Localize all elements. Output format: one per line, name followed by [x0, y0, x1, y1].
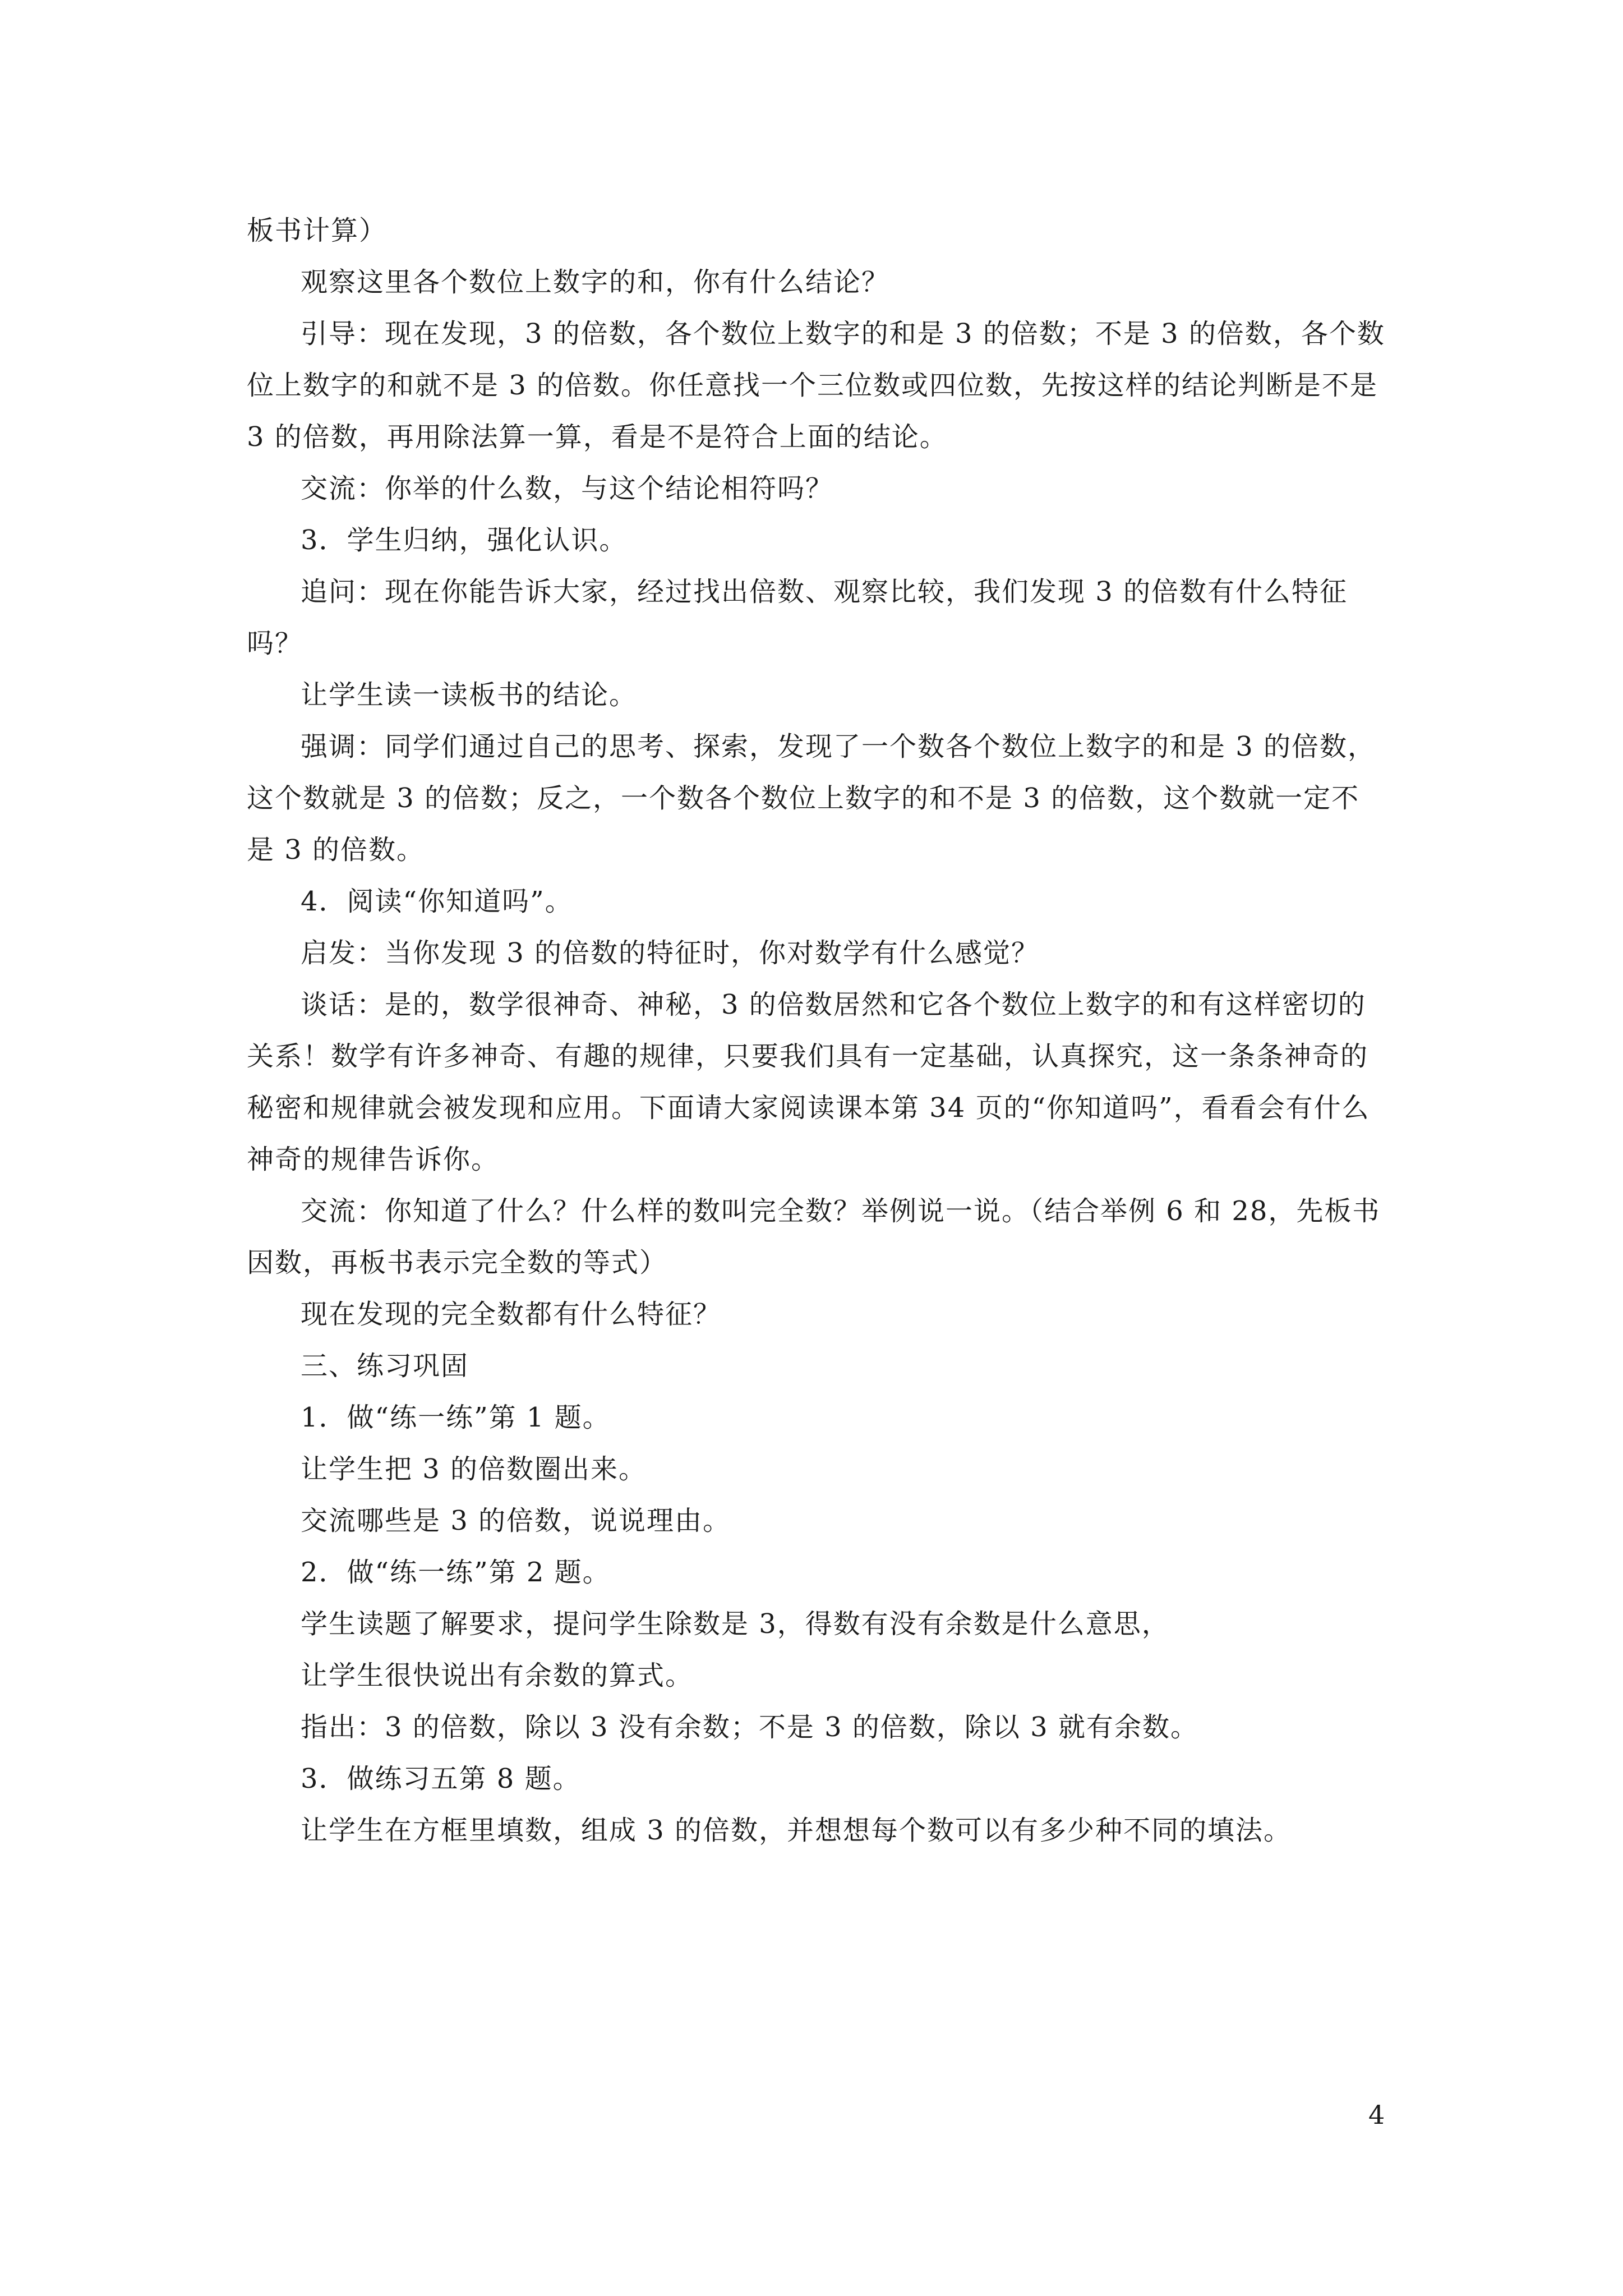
paragraph: 4．阅读“你知道吗”。	[301, 886, 573, 917]
paragraph: 指出：3 的倍数，除以 3 没有余数；不是 3 的倍数，除以 3 就有余数。	[301, 1711, 1198, 1743]
section-heading: 三、练习巩固	[301, 1350, 469, 1382]
paragraph: 3．学生归纳，强化认识。	[301, 524, 628, 556]
paragraph: 谈话：是的，数学很神奇、神秘，3 的倍数居然和它各个数位上数字的和有这样密切的关系！数学有许多神奇、有趣的规律，只要我们具有一定基础，认真探究，这一条条神奇的秘密和规律就会被发现和应用。下面请大家阅读课本第 34 页的“你知道吗”，看看会有什么神奇的规律告诉你。	[247, 989, 1370, 1175]
paragraph: 交流：你举的什么数，与这个结论相符吗？	[301, 473, 834, 504]
paragraph: 让学生把 3 的倍数圈出来。	[301, 1453, 647, 1485]
paragraph: 板书计算）	[247, 215, 388, 246]
paragraph: 现在发现的完全数都有什么特征？	[301, 1299, 722, 1330]
paragraph: 观察这里各个数位上数字的和，你有什么结论？	[301, 266, 890, 298]
paragraph: 2．做“练一练”第 2 题。	[301, 1557, 611, 1588]
paragraph: 交流：你知道了什么？什么样的数叫完全数？举例说一说。（结合举例 6 和 28，先板书因数，再板书表示完全数的等式）	[247, 1195, 1381, 1278]
paragraph: 1．做“练一练”第 1 题。	[301, 1402, 611, 1433]
page-number: 4	[1368, 2100, 1385, 2130]
paragraph: 交流哪些是 3 的倍数，说说理由。	[301, 1505, 731, 1536]
paragraph: 让学生在方框里填数，组成 3 的倍数，并想想每个数可以有多少种不同的填法。	[301, 1815, 1292, 1846]
paragraph: 引导：现在发现，3 的倍数，各个数位上数字的和是 3 的倍数；不是 3 的倍数，各个数位上数字的和就不是 3 的倍数。你任意找一个三位数或四位数，先按这样的结论判断是不是 3 的倍数，再用除法算一算，看是不是符合上面的结论。	[247, 318, 1385, 453]
document-body	[247, 205, 1385, 1856]
paragraph: 启发：当你发现 3 的倍数的特征时，你对数学有什么感觉？	[301, 937, 1040, 969]
paragraph: 3．做练习五第 8 题。	[301, 1763, 581, 1795]
paragraph: 让学生很快说出有余数的算式。	[301, 1660, 694, 1691]
paragraph: 追问：现在你能告诉大家，经过找出倍数、观察比较，我们发现 3 的倍数有什么特征吗？	[247, 576, 1348, 659]
paragraph: 让学生读一读板书的结论。	[301, 679, 638, 711]
paragraph: 学生读题了解要求，提问学生除数是 3，得数有没有余数是什么意思，	[301, 1608, 1170, 1640]
paragraph: 强调：同学们通过自己的思考、探索，发现了一个数各个数位上数字的和是 3 的倍数，这个数就是 3 的倍数；反之，一个数各个数位上数字的和不是 3 的倍数，这个数就一定不是 3 的倍数。	[247, 731, 1376, 866]
